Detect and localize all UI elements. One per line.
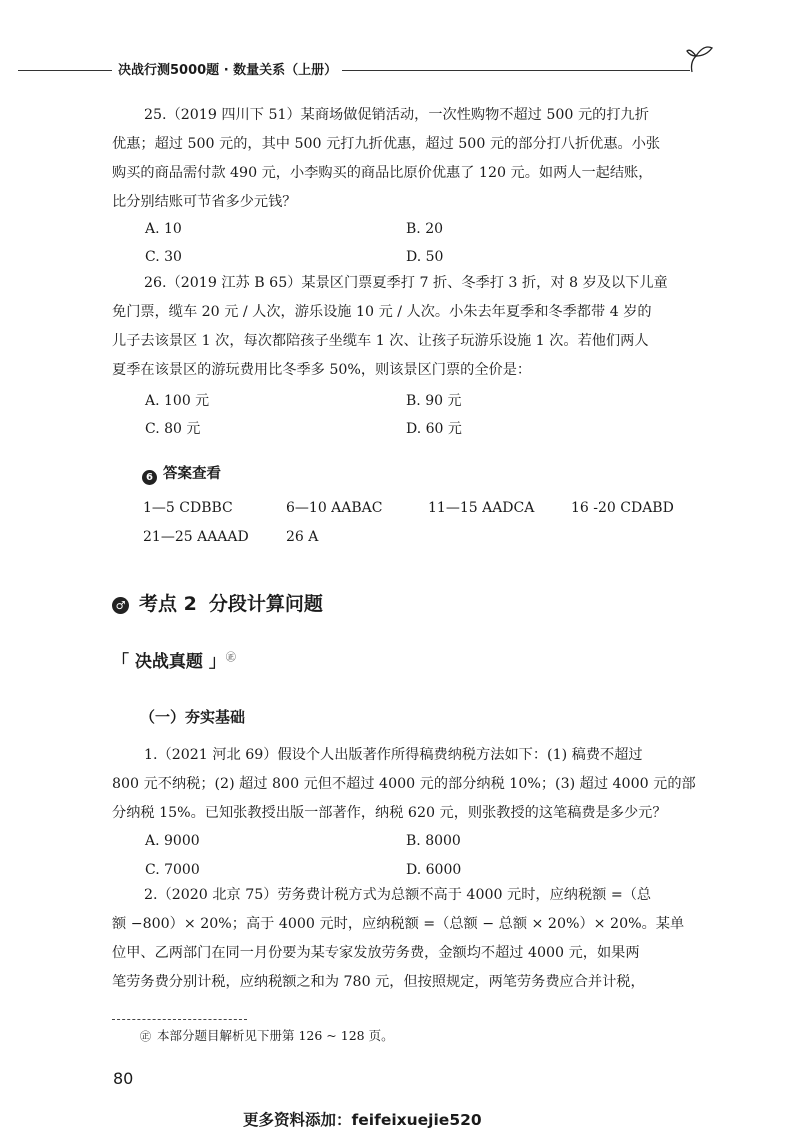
subsection-note-mark: ㊣: [225, 652, 236, 664]
q1-option-c: C. 7000: [145, 862, 200, 878]
question-26: [112, 269, 710, 385]
q2-line-1: 2.（2020 北京 75）劳务费计税方式为总额不高于 4000 元时，应纳税额 =（总: [144, 887, 652, 903]
running-header-title: 决战行测5000题 · 数量关系（上册）: [118, 63, 338, 78]
section-heading: [112, 589, 323, 616]
answer-key-heading: [142, 462, 221, 485]
section-badge-icon: ♂: [112, 597, 129, 614]
q26-option-c: C. 80 元: [145, 421, 201, 437]
answer-11-15: 11—15 AADCA: [428, 500, 535, 516]
answer-26: 26 A: [286, 529, 319, 545]
answer-key-label: 答案查看: [163, 466, 221, 482]
answer-badge-icon: 6: [142, 470, 157, 485]
page-number: 80: [113, 1069, 134, 1088]
q26-line-3: 儿子去该景区 1 次，每次都陪孩子坐缆车 1 次、让孩子玩游乐设施 1 次。若他们两人: [112, 333, 649, 349]
footnote-rule: [112, 1019, 247, 1020]
answer-16-20: 16 -20 CDABD: [571, 500, 674, 516]
q25-line-4: 比分别结账可节省多少元钱？: [112, 194, 297, 210]
q25-option-b: B. 20: [406, 221, 444, 237]
q1-line-2: 800 元不纳税；(2) 超过 800 元但不超过 4000 元的部分纳税 10%；(3) 超过 4000 元的部: [112, 776, 696, 792]
answer-21-25: 21—25 AAAAD: [143, 529, 249, 545]
level-heading: （一）夯实基础: [140, 708, 246, 726]
q1-option-b: B. 8000: [406, 833, 461, 849]
header-rule-right: [342, 70, 690, 71]
q26-line-4: 夏季在该景区的游玩费用比冬季多 50%，则该景区门票的全价是：: [112, 362, 532, 378]
q26-line-1: 26.（2019 江苏 B 65）某景区门票夏季打 7 折、冬季打 3 折，对 8 岁及以下儿童: [144, 275, 668, 291]
answer-1-5: 1—5 CDBBC: [143, 500, 233, 516]
q25-line-3: 购买的商品需付款 490 元，小李购买的商品比原价优惠了 120 元。如两人一起结账，: [112, 165, 653, 181]
header-rule-left: [18, 70, 112, 71]
question-2: [112, 881, 710, 997]
q2-line-2: 额 −800）× 20%；高于 4000 元时，应纳税额 =（总额 − 总额 × 20%）× 20%。某单: [112, 916, 685, 932]
q1-line-1: 1.（2021 河北 69）假设个人出版著作所得稿费纳税方法如下：(1) 稿费不超过: [144, 747, 643, 763]
q26-option-b: B. 90 元: [406, 393, 462, 409]
promo-text: 更多资料添加：feifeixuejie520: [243, 1111, 482, 1129]
footnote-text: 本部分题目解析见下册第 126 ~ 128 页。: [157, 1028, 394, 1043]
question-1: [112, 741, 710, 828]
q26-line-2: 免门票，缆车 20 元 / 人次，游乐设施 10 元 / 人次。小朱去年夏季和冬季都带 4 岁的: [112, 304, 652, 320]
subsection-title: 「 决战真题 」: [112, 652, 226, 672]
q2-line-4: 笔劳务费分别计税，应纳税额之和为 780 元，但按照规定，两笔劳务费应合并计税，: [112, 974, 645, 990]
answer-6-10: 6—10 AABAC: [286, 500, 383, 516]
q1-option-a: A. 9000: [145, 833, 200, 849]
footnote-mark: ㊣: [140, 1030, 151, 1043]
q25-option-a: A. 10: [145, 221, 182, 237]
q25-option-d: D. 50: [406, 249, 444, 265]
sprout-icon: [686, 42, 716, 74]
q26-option-a: A. 100 元: [145, 393, 210, 409]
section-title: 分段计算问题: [208, 593, 323, 615]
q1-option-d: D. 6000: [406, 862, 462, 878]
q25-option-c: C. 30: [145, 249, 182, 265]
q2-line-3: 位甲、乙两部门在同一月份要为某专家发放劳务费，金额均不超过 4000 元，如果两: [112, 945, 640, 961]
question-25: [112, 101, 710, 217]
q1-line-3: 分纳税 15%。已知张教授出版一部著作，纳税 620 元，则张教授的这笔稿费是多少元？: [112, 805, 667, 821]
q25-line-2: 优惠；超过 500 元的，其中 500 元打九折优惠，超过 500 元的部分打八折优惠。小张: [112, 136, 661, 152]
section-label: 考点 2: [139, 593, 197, 615]
subsection-heading: [112, 647, 236, 672]
q25-line-1: 25.（2019 四川下 51）某商场做促销活动，一次性购物不超过 500 元的打九折: [144, 107, 649, 123]
footnote: [140, 1026, 394, 1044]
q26-option-d: D. 60 元: [406, 421, 462, 437]
